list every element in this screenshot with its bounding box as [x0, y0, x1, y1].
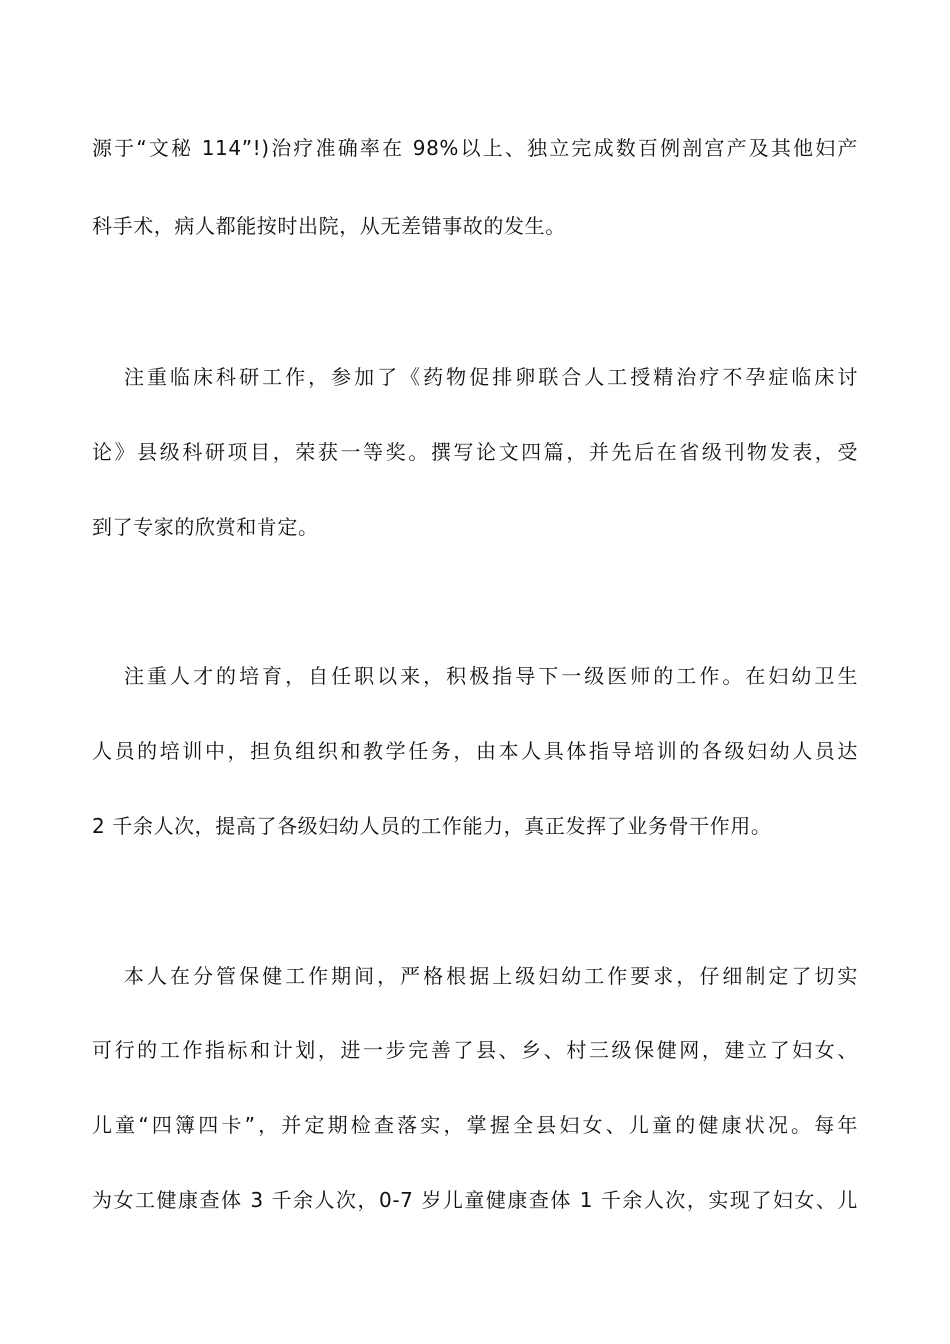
text-line: 儿童“四簿四卡”，并定期检查落实，掌握全县妇女、儿童的健康状况。每年: [92, 1113, 858, 1137]
text-line: 为女工健康查体 3 千余人次，0-7 岁儿童健康查体 1 千余人次，实现了妇女、儿: [92, 1188, 858, 1212]
text-line: 注重临床科研工作，参加了《药物促排卵联合人工授精治疗不孕症临床讨: [124, 365, 858, 389]
text-line: 论》县级科研项目，荣获一等奖。撰写论文四篇，并先后在省级刊物发表，受: [92, 440, 858, 464]
text-line: 2 千余人次，提高了各级妇幼人员的工作能力，真正发挥了业务骨干作用。: [92, 814, 772, 838]
text-line: 可行的工作指标和计划，进一步完善了县、乡、村三级保健网，建立了妇女、: [92, 1038, 858, 1062]
text-line: 本人在分管保健工作期间，严格根据上级妇幼工作要求，仔细制定了切实: [124, 964, 858, 988]
text-line: 注重人才的培育，自任职以来，积极指导下一级医师的工作。在妇幼卫生: [124, 664, 858, 688]
text-line: 人员的培训中，担负组织和教学任务，由本人具体指导培训的各级妇幼人员达: [92, 739, 858, 763]
text-line: 到了专家的欣赏和肯定。: [92, 515, 319, 539]
text-line: 科手术，病人都能按时出院，从无差错事故的发生。: [92, 214, 566, 238]
text-line: 源于“文秘 114”!)治疗准确率在 98%以上、独立完成数百例剖宫产及其他妇产: [92, 136, 858, 160]
